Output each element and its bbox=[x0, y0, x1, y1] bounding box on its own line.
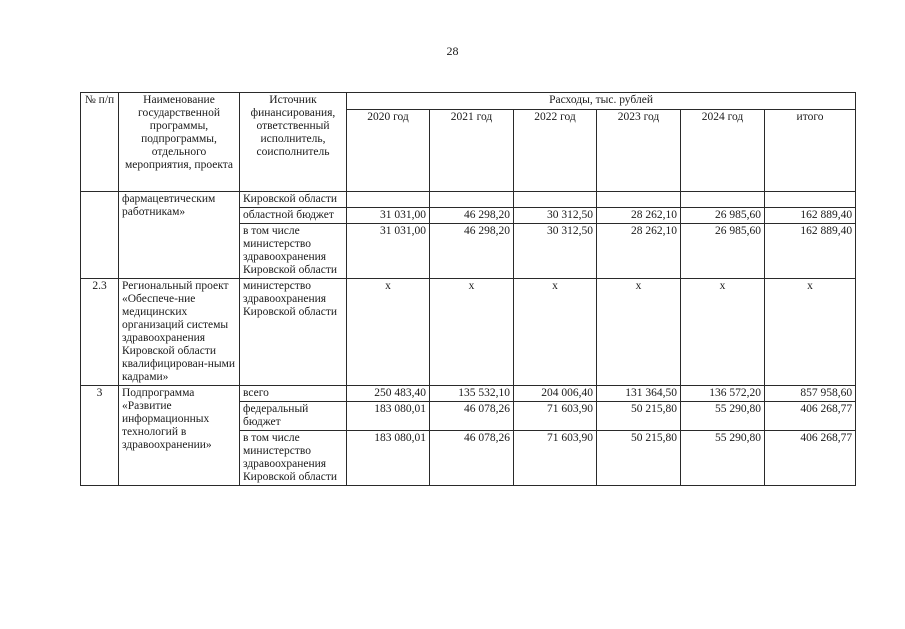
value-cell: 162 889,40 bbox=[765, 224, 856, 279]
value-cell: 136 572,20 bbox=[681, 386, 765, 402]
value-cell: 183 080,01 bbox=[347, 402, 430, 431]
value-cell: х bbox=[514, 279, 597, 386]
row-name: фармацевтическим работникам» bbox=[119, 192, 240, 279]
row-num bbox=[81, 192, 119, 279]
value-cell: 30 312,50 bbox=[514, 224, 597, 279]
value-cell: 46 078,26 bbox=[430, 431, 514, 486]
header-source: Источник финансирования, ответственный исполнитель, соисполнитель bbox=[240, 93, 347, 192]
header-row-top bbox=[81, 93, 856, 110]
table-row bbox=[81, 279, 856, 386]
value-cell: 162 889,40 bbox=[765, 208, 856, 224]
value-cell: 46 298,20 bbox=[430, 224, 514, 279]
value-cell bbox=[765, 192, 856, 208]
value-cell bbox=[430, 192, 514, 208]
row-source: министерство здравоохранения Кировской области bbox=[240, 279, 347, 386]
header-year: 2023 год bbox=[597, 110, 681, 192]
value-cell: 183 080,01 bbox=[347, 431, 430, 486]
row-num: 2.3 bbox=[81, 279, 119, 386]
header-name: Наименование государственной программы, подпрограммы, отдельного мероприятия, проекта bbox=[119, 93, 240, 192]
value-cell: 71 603,90 bbox=[514, 431, 597, 486]
page-number: 28 bbox=[446, 44, 459, 58]
value-cell: 50 215,80 bbox=[597, 402, 681, 431]
header-year: 2021 год bbox=[430, 110, 514, 192]
value-cell: 31 031,00 bbox=[347, 224, 430, 279]
value-cell: 250 483,40 bbox=[347, 386, 430, 402]
header-year: 2020 год bbox=[347, 110, 430, 192]
value-cell: 204 006,40 bbox=[514, 386, 597, 402]
row-source: всего bbox=[240, 386, 347, 402]
value-cell: 26 985,60 bbox=[681, 224, 765, 279]
value-cell: х bbox=[765, 279, 856, 386]
value-cell: 30 312,50 bbox=[514, 208, 597, 224]
value-cell: 28 262,10 bbox=[597, 208, 681, 224]
value-cell: х bbox=[430, 279, 514, 386]
table-row bbox=[81, 386, 856, 402]
value-cell: 31 031,00 bbox=[347, 208, 430, 224]
value-cell: 131 364,50 bbox=[597, 386, 681, 402]
row-source: в том числе министерство здравоохранения Кировской области bbox=[240, 431, 347, 486]
table-row bbox=[81, 192, 856, 208]
value-cell: 406 268,77 bbox=[765, 431, 856, 486]
row-name: Подпрограмма «Развитие информационных технологий в здравоохранении» bbox=[119, 386, 240, 486]
value-cell bbox=[597, 192, 681, 208]
row-num: 3 bbox=[81, 386, 119, 486]
value-cell: х bbox=[681, 279, 765, 386]
value-cell: 135 532,10 bbox=[430, 386, 514, 402]
value-cell bbox=[681, 192, 765, 208]
value-cell: 26 985,60 bbox=[681, 208, 765, 224]
value-cell: 857 958,60 bbox=[765, 386, 856, 402]
value-cell: х bbox=[597, 279, 681, 386]
header-year: 2024 год bbox=[681, 110, 765, 192]
value-cell: 406 268,77 bbox=[765, 402, 856, 431]
header-expenses: Расходы, тыс. рублей bbox=[347, 93, 856, 110]
header-total: итого bbox=[765, 110, 856, 192]
value-cell bbox=[514, 192, 597, 208]
value-cell bbox=[347, 192, 430, 208]
value-cell: 28 262,10 bbox=[597, 224, 681, 279]
row-source: федеральный бюджет bbox=[240, 402, 347, 431]
value-cell: 46 298,20 bbox=[430, 208, 514, 224]
header-num: № п/п bbox=[81, 93, 119, 192]
value-cell: 50 215,80 bbox=[597, 431, 681, 486]
row-name: Региональный проект «Обеспече-ние медицинских организаций системы здравоохранения Кировской области квалифицирован-ными кадрами» bbox=[119, 279, 240, 386]
row-source: областной бюджет bbox=[240, 208, 347, 224]
value-cell: х bbox=[347, 279, 430, 386]
value-cell: 46 078,26 bbox=[430, 402, 514, 431]
row-source: в том числе министерство здравоохранения Кировской области bbox=[240, 224, 347, 279]
value-cell: 55 290,80 bbox=[681, 431, 765, 486]
value-cell: 71 603,90 bbox=[514, 402, 597, 431]
budget-table bbox=[80, 92, 856, 486]
header-year: 2022 год bbox=[514, 110, 597, 192]
row-source: Кировской области bbox=[240, 192, 347, 208]
value-cell: 55 290,80 bbox=[681, 402, 765, 431]
